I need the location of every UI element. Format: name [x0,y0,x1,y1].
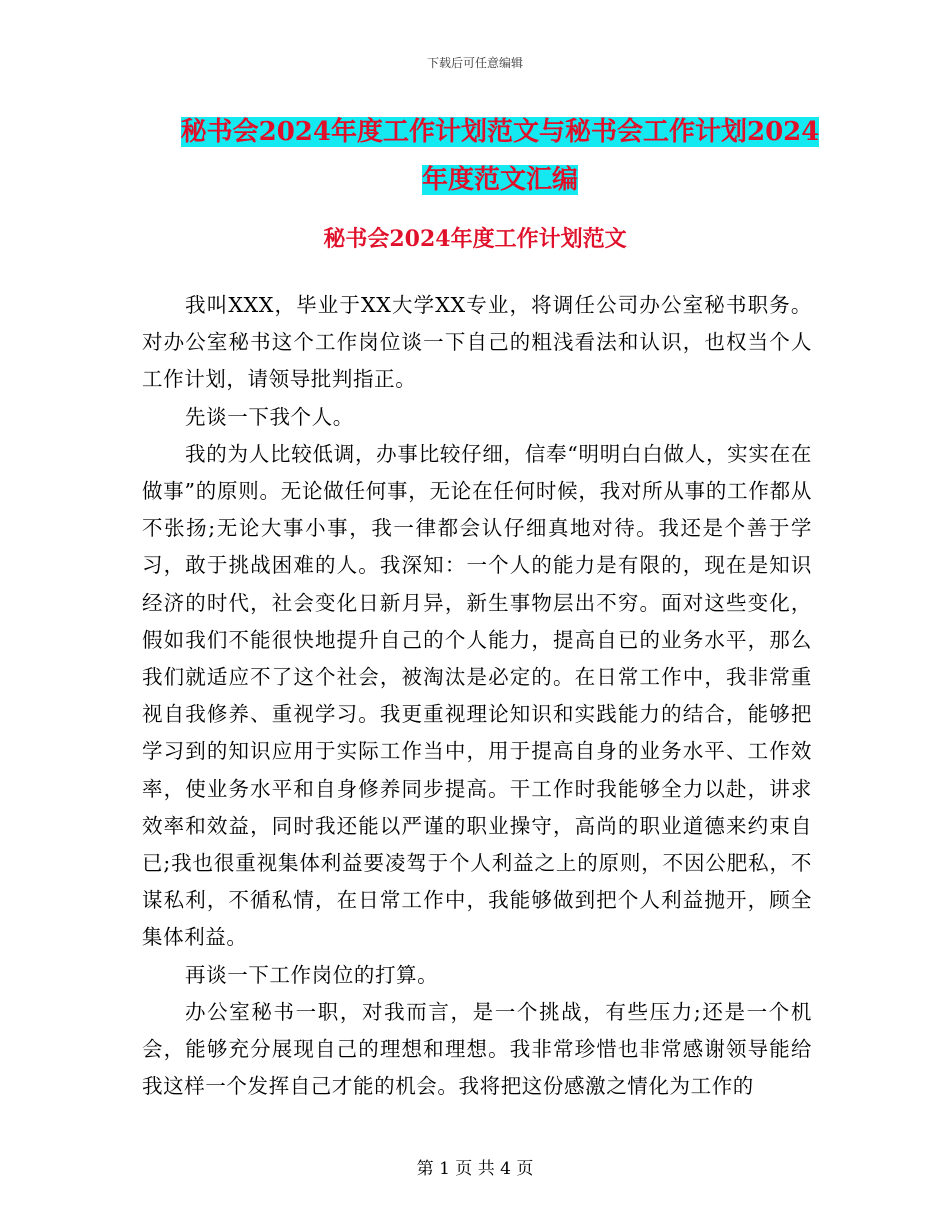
paragraph: 我叫XXX，毕业于XX大学XX专业，将调任公司办公室秘书职务。对办公室秘书这个工作岗位谈一下自己的粗浅看法和认识，也权当个人工作计划，请领导批判指正。 [142,293,812,392]
paragraph: 先谈一下我个人。 [185,404,354,429]
page-header-note: 下载后可任意编辑 [426,56,523,70]
document-title-line-1: 秘书会2024年度工作计划范文与秘书会工作计划2024 [180,117,820,147]
document-title [120,108,880,204]
paragraph: 办公室秘书一职，对我而言，是一个挑战，有些压力;还是一个机会，能够充分展现自己的理想和理想。我非常珍惜也非常感谢领导能给我这样一个发挥自己才能的机会。我将把这份感激之情化为工作的 [142,999,812,1099]
paragraph: 我的为人比较低调，办事比较仔细，信奉“明明白白做人，实实在在做事”的原则。无论做任何事，无论在任何时候，我对所从事的工作都从不张扬;无论大事小事，我一律都会认仔细真地对待。我还是个善于学习，敢于挑战困难的人。我深知：一个人的能力是有限的，现在是知识经济的时代，社会变化日新月异，新生事物层出不穷。面对这些变化，假如我们不能很快地提升自己的个人能力，提高自已的业务水平，那么我们就适应不了这个社会，被淘汰是必定的。在日常工作中，我非常重视自我修养、重视学习。我更重视理论知识和实践能力的结合，能够把学习到的知识应用于实际工作当中，用于提高自身的业务水平、工作效率，使业务水平和自身修养同步提高。干工作时我能够全力以赴，讲求效率和效益，同时我还能以严谨的职业操守，高尚的职业道德来约束自已;我也很重视集体利益要凌驾于个人利益之上的原则，不因公肥私，不谋私利，不循私情，在日常工作中，我能够做到把个人利益抛开，顾全集体利益。 [142,441,812,950]
section-title: 秘书会2024年度工作计划范文 [323,226,627,252]
document-body [142,287,812,1105]
paragraph: 再谈一下工作岗位的打算。 [185,962,439,987]
page-number-footer: 第 1 页 共 4 页 [416,1159,534,1179]
document-title-line-2: 年度范文汇编 [421,165,578,195]
